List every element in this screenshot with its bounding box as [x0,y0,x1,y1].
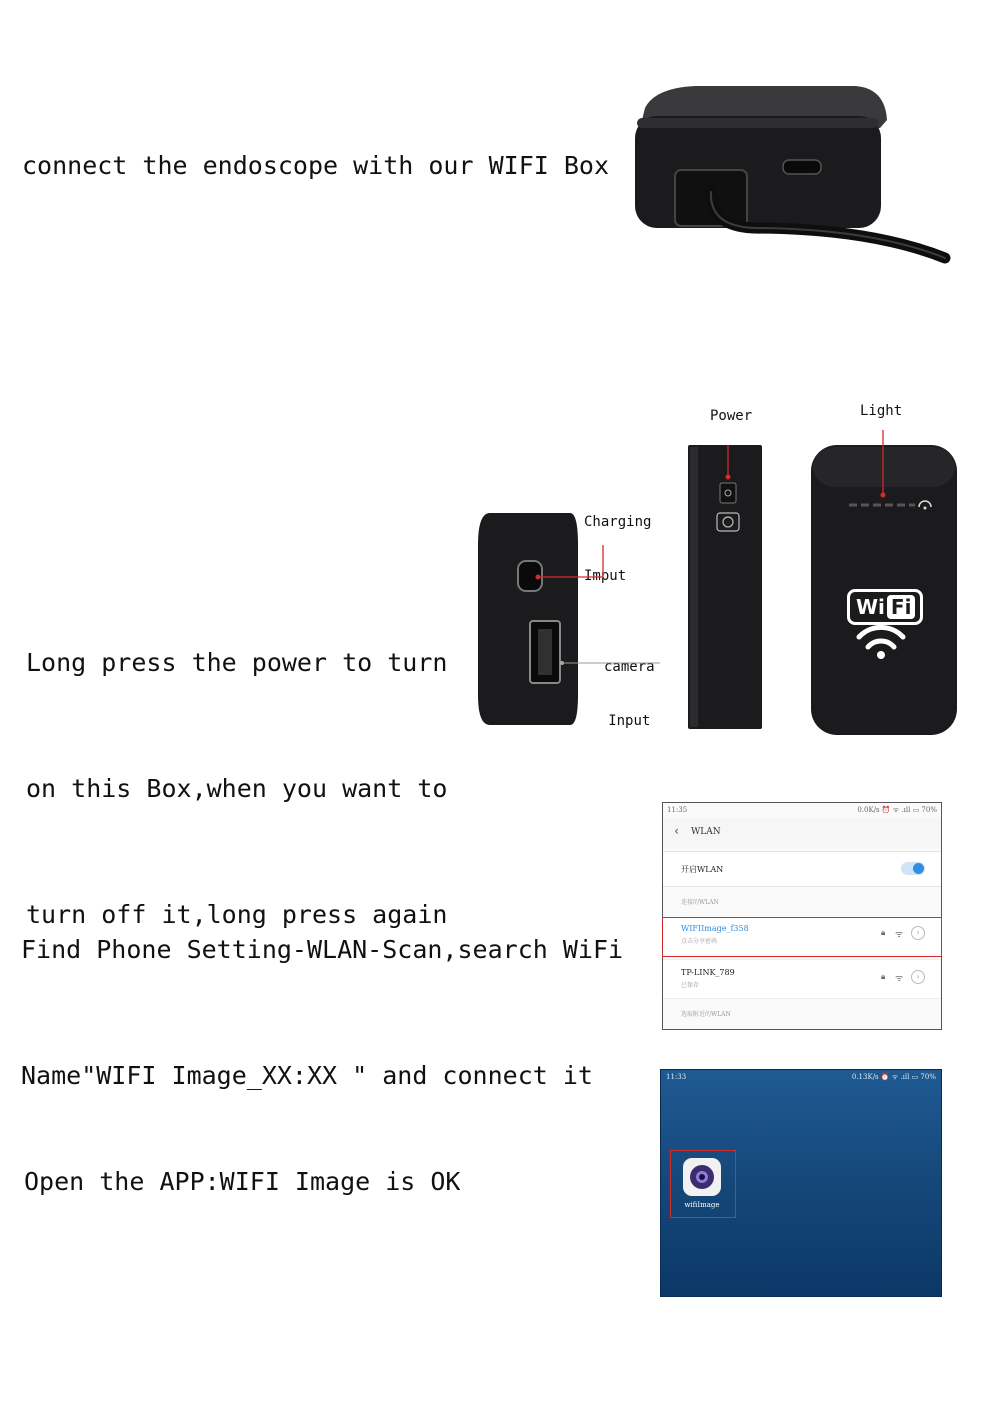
network-row-tplink[interactable] [663,959,941,999]
back-chevron-icon[interactable]: ‹ [673,824,681,838]
step3-line-1: Find Phone Setting-WLAN-Scan,search WiFi [21,935,624,964]
wifi-logo [847,589,923,625]
wlan-status-time: 11:35 [667,806,688,814]
wifiimage-app-icon[interactable] [683,1158,721,1196]
nearby-section-label: 选取附近的WLAN [681,1011,731,1018]
charging-label-line-2: Imput [584,568,627,584]
toggle-knob [913,863,924,874]
box-end-view-image [470,505,670,735]
step3-text [21,845,623,1139]
lock-icon: 🔒︎ [881,928,886,937]
connected-section-label: 连接的WLAN [681,899,719,906]
wifi-box-with-cable-image [625,80,955,270]
box-front-view-image [805,425,965,745]
camera-lens-icon [690,1165,714,1189]
wifi-signal-icon: ᯤ [895,974,904,984]
step1-text: connect the endoscope with our WIFI Box [22,151,609,180]
charging-label-line-1: Charging [584,514,652,530]
step2-line-3: turn off it,long press again [26,900,448,929]
lock-icon: 🔒︎ [881,972,886,981]
network-info-icon[interactable]: › [911,926,925,940]
wlan-header [663,818,941,848]
network2-name: TP-LINK_789 [681,968,735,977]
camera-label-line-2: Input [608,713,651,729]
network-highlight-box [662,917,942,957]
wlan-status-icons: 0.0K/s ⏰ ᯤ .ıll ▭ 70% [857,806,937,814]
app-label: wifiImage [684,1201,720,1209]
network2-subtitle: 已保存 [681,982,700,989]
step2-line-2: on this Box,when you want to [26,774,448,803]
step4-text: Open the APP:WIFI Image is OK [24,1167,461,1196]
wlan-title: WLAN [691,827,721,837]
wifi-signal-icon: ᯤ [895,930,904,940]
wlan-toggle-switch[interactable] [901,862,925,875]
step2-line-1: Long press the power to turn [26,648,448,677]
power-label: Power [710,408,753,424]
camera-label-line-1: camera [604,659,655,675]
home-screen-screenshot [660,1069,942,1297]
home-status-time: 11:33 [666,1073,687,1081]
wlan-toggle-label: 开启WLAN [681,865,724,874]
wlan-settings-screenshot [662,802,942,1030]
network1-name: WIFIImage_f358 [681,924,749,933]
wifi-logo-wi: Wi [856,595,885,619]
light-label: Light [860,403,903,419]
network-info-icon[interactable]: › [911,970,925,984]
home-status-icons: 0.13K/s ⏰ ᯤ .ıll ▭ 70% [851,1073,936,1081]
wifi-logo-fi: Fi [887,595,916,619]
box-side-view-image [680,435,780,735]
network1-subtitle: 点击分享密码 [681,938,718,945]
wlan-toggle-row[interactable] [663,851,941,887]
step3-line-2: Name"WIFI Image_XX:XX " and connect it [21,1061,593,1090]
